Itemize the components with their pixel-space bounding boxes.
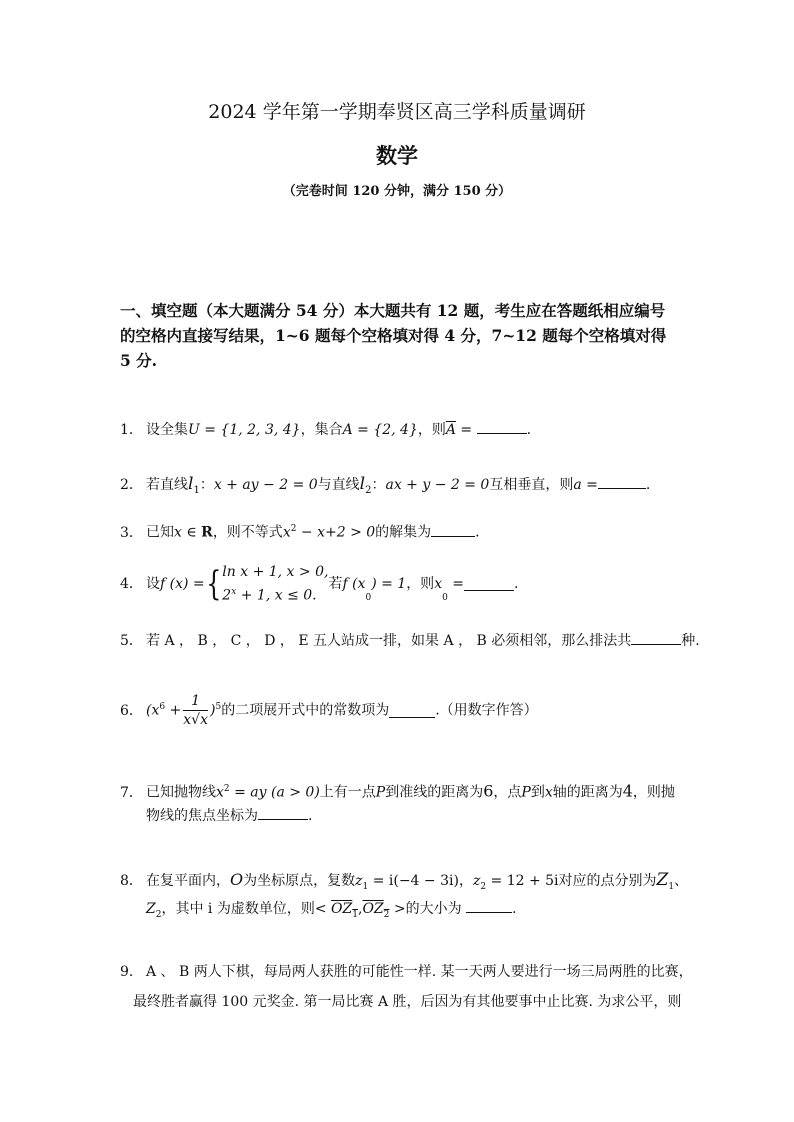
answer-blank	[389, 703, 435, 718]
q5-text: 若 A ， B ， C ， D ， E 五人站成一排，如果 A ， B 必须相邻，那么排法共	[146, 633, 632, 649]
question-5	[120, 630, 700, 651]
q8-math: <	[314, 901, 332, 917]
q3-math: − x+2 > 0	[296, 524, 376, 541]
q8-sub: 1	[668, 881, 675, 892]
q1-text: .	[526, 422, 532, 438]
answer-blank	[464, 576, 514, 591]
q3-sup: 2	[290, 524, 297, 534]
question-number: 9．	[120, 964, 143, 980]
q7-text: 轴的距离为	[552, 784, 623, 801]
q4-text: 设	[146, 575, 160, 592]
q8-text: 、	[674, 873, 689, 889]
q1-math: U = {1, 2, 3, 4}	[188, 422, 301, 438]
q7-sup: 2	[223, 784, 230, 794]
q6-text: 的二项展开式中的常数项为	[221, 702, 390, 719]
question-2	[120, 474, 650, 501]
q7-text: 物线的焦点坐标为	[146, 808, 258, 824]
vector-oz2: $\overline{OZ}$	[362, 901, 384, 917]
q2-text: 与直线	[317, 477, 360, 493]
q4-math: f (x) =	[160, 575, 205, 592]
q2-sub: 2	[365, 484, 372, 496]
q1-complement: $\overline{A}$	[445, 422, 456, 438]
question-number: 7．	[120, 784, 143, 801]
exam-time-note: （完卷时间 120 分钟，满分 150 分）	[282, 184, 512, 199]
q8-text: 在复平面内，	[146, 873, 230, 889]
question-number: 2．	[120, 477, 143, 493]
q3-text: 的解集为	[375, 524, 432, 541]
q8-text: 对应的点分别为	[558, 873, 657, 889]
q4-text: 若	[328, 575, 343, 592]
answer-blank	[431, 522, 475, 537]
q4-text: ，则	[406, 575, 435, 592]
q4-sub: 0	[442, 592, 448, 603]
q1-math: A = {2, 4}	[342, 422, 418, 438]
answer-blank	[258, 805, 308, 820]
q8-math: O	[230, 870, 244, 889]
question-number: 8．	[120, 873, 143, 889]
question-number: 6．	[120, 702, 143, 719]
answer-blank	[631, 630, 681, 645]
q7-text: ，则抛	[632, 784, 675, 801]
q8-sub: 2	[155, 909, 162, 920]
q7-text: 到	[530, 784, 545, 801]
question-8-line-2	[146, 898, 517, 925]
q4-text: .	[514, 575, 519, 592]
q8-sub: 2	[480, 881, 487, 892]
q6-math: (x	[146, 702, 160, 719]
q8-sub: 1	[362, 881, 369, 892]
q8-math: ,	[358, 901, 363, 917]
q7-math: x	[544, 784, 553, 801]
q7-math: P	[521, 784, 531, 801]
q8-text: ，	[458, 873, 473, 889]
q7-text: .	[308, 808, 313, 824]
q2-math: a =	[573, 477, 598, 493]
q7-text: 到准线的距离为	[385, 784, 484, 801]
q1-text: =	[455, 422, 477, 438]
vector-oz1: $\overline{OZ}$	[331, 901, 353, 917]
q7-math: = ay (a > 0)	[229, 784, 320, 801]
fraction-denominator: x√x	[183, 712, 208, 728]
question-1	[120, 419, 531, 440]
q3-text: .	[475, 524, 480, 541]
q3-math: R	[201, 524, 213, 541]
section-heading: 一、填空题（本大题满分 54 分）本大题共有 12 题，考生应在答题纸相应编号的空格内直接写结果，1~6 题每个空格填对得 4 分，7~12 题每个空格填对得 5 分.	[120, 301, 667, 370]
answer-blank	[477, 419, 527, 434]
q2-math: l	[188, 474, 194, 494]
q7-math: x	[216, 784, 224, 801]
q8-text: ，其中 i 为虚数单位，则	[161, 901, 315, 917]
q7-text: ，点	[493, 784, 522, 801]
answer-blank	[598, 474, 646, 489]
q4-math: f (x	[342, 575, 366, 592]
q7-math: 6	[483, 781, 494, 801]
q1-text: ，则	[417, 422, 446, 438]
q8-math: Z	[146, 901, 156, 917]
q4-math: ) = 1	[371, 575, 407, 592]
q3-text: 已知	[146, 524, 174, 541]
subject-title: 数学	[376, 143, 418, 168]
q1-text: ，集合	[300, 422, 343, 438]
q7-text: 上有一点	[319, 784, 376, 801]
q8-math: = 12 + 5i	[486, 873, 559, 889]
q5-text: 种.	[681, 633, 700, 649]
question-3	[120, 519, 480, 543]
q6-fraction	[183, 692, 208, 729]
question-number: 5．	[120, 633, 143, 649]
question-number: 3．	[120, 524, 143, 541]
question-number: 1．	[120, 422, 143, 438]
q8-sub: 2	[383, 909, 390, 920]
q6-math: )	[210, 702, 216, 719]
q8-sub: 1	[352, 909, 358, 920]
q4-sub: 0	[365, 592, 372, 603]
question-7-line-2	[146, 805, 312, 826]
case-2-rest: + 1, x ≤ 0.	[236, 587, 317, 604]
q8-math: = i(−4 − 3i)	[368, 873, 459, 889]
q7-math: 4	[622, 781, 633, 801]
q9-text: 最终胜者赢得 100 元奖金. 第一局比赛 A 胜，后因为有其他要事中止比赛. 为求公平，则	[133, 994, 682, 1010]
q4-math: x	[434, 575, 443, 592]
q2-math: ax + y − 2 = 0	[385, 477, 490, 493]
q8-math: z	[472, 873, 481, 889]
question-4	[120, 562, 518, 608]
q6-math: +	[165, 702, 182, 719]
q3-text: ，则不等式	[212, 524, 283, 541]
fraction-numerator: 1	[183, 692, 208, 711]
q3-math: x ∈	[174, 524, 202, 541]
question-9-line-2	[133, 992, 681, 1012]
exam-title: 2024 学年第一学期奉贤区高三学科质量调研	[208, 101, 586, 123]
piecewise-cases	[222, 562, 328, 606]
case-2-base: 2	[222, 587, 232, 604]
q6-sup: 6	[159, 701, 166, 712]
q2-sub: 1	[193, 484, 200, 496]
q2-text: 若直线	[146, 477, 188, 493]
q6-sup: 5	[215, 701, 222, 712]
question-6	[120, 692, 538, 729]
question-7	[120, 779, 675, 803]
question-9	[120, 962, 693, 982]
q8-math: >	[389, 901, 406, 917]
q8-math: z	[355, 873, 363, 889]
q2-math: x + ay − 2 = 0	[213, 477, 318, 493]
q1-text: 设全集	[146, 422, 188, 438]
case-2	[222, 582, 328, 606]
q6-text: .（用数字作答）	[435, 702, 538, 719]
q2-text: ：	[199, 477, 214, 493]
q8-text: 为坐标原点，复数	[243, 873, 356, 889]
question-number: 4．	[120, 575, 143, 592]
brace-symbol: {	[205, 563, 222, 604]
q3-math: x	[282, 524, 291, 541]
q4-math: =	[447, 575, 465, 592]
q8-text: 的大小为	[405, 901, 467, 917]
case-2-exp: x	[231, 587, 237, 597]
q2-text: 互相垂直，则	[489, 477, 574, 493]
q7-text: 已知抛物线	[146, 784, 216, 801]
answer-blank	[466, 898, 512, 913]
q2-text: ：	[371, 477, 386, 493]
q8-text: .	[512, 901, 517, 917]
case-1: ln x + 1, x > 0,	[222, 564, 329, 580]
q2-math: l	[359, 474, 366, 494]
q9-text: A 、 B 两人下棋，每局两人获胜的可能性一样. 某一天两人要进行一场三局两胜的比赛，	[146, 964, 693, 980]
q2-text: .	[645, 477, 651, 493]
question-8	[120, 870, 688, 897]
q7-math: P	[375, 784, 386, 801]
q8-math: Z	[656, 870, 669, 890]
